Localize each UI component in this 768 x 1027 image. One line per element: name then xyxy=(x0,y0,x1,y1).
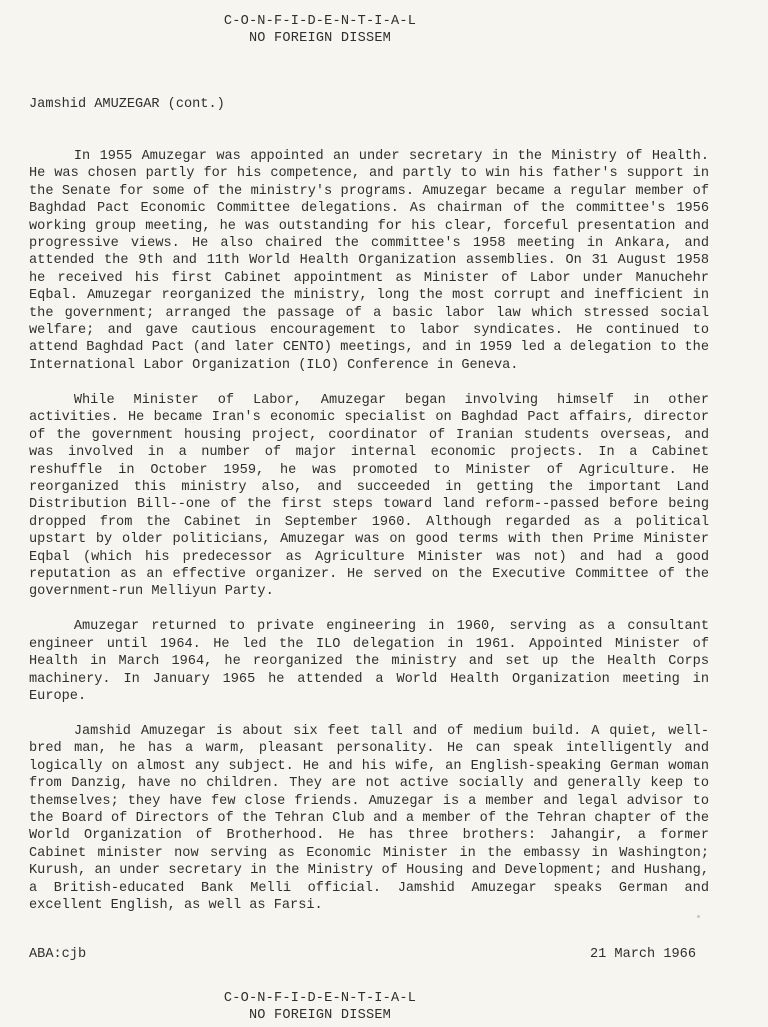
paragraph-4: Jamshid Amuzegar is about six feet tall and of medium build. A quiet, well-bred man, he has a warm, pleasant personality. He can speak intelligently and logically on almost any subject. He and his wife, an English-speaking German woman from Danzig, have no children. They are not active socially and generally keep to themselves; they have few close friends. Amuzegar is a member and legal advisor to the Board of Directors of the Tehran Club and a member of the Tehran chapter of the World Organization of Brotherhood. He has three brothers: Jahangir, a former Cabinet minister now serving as Economic Minister in the embassy in Washington; Kurush, an under secretary in the Ministry of Housing and Development; and Hushang, a British-educated Bank Melli official. Jamshid Amuzegar speaks German and excellent English, as well as Farsi. xyxy=(29,723,709,914)
classification-marking: C-O-N-F-I-D-E-N-T-I-A-L xyxy=(223,14,417,29)
paragraph-3: Amuzegar returned to private engineering in 1960, serving as a consultant engineer until 1964. He led the ILO delegation in 1961. Appointed Minister of Health in March 1964, he reorganized the ministry and set up the Health Corps machinery. In January 1965 he attended a World Health Organization meeting in Europe. xyxy=(29,619,709,704)
document-date: 21 March 1966 xyxy=(589,947,696,962)
paragraph-2: While Minister of Labor, Amuzegar began involving himself in other activities. He became Iran's economic specialist on Baghdad Pact affairs, director of the government housing project, coordinator of Iranian students overseas, and was involved in a number of major internal economic projects. In a Cabinet reshuffle in October 1959, he was promoted to Minister of Agriculture. He reorganized this ministry also, and succeeded in getting the important Land Distribution Bill--one of the first steps toward land reform--passed before being dropped from the Cabinet in September 1960. Although regarded as a political upstart by older politicians, Amuzegar was on good terms with then Prime Minister Eqbal (which his predecessor as Agriculture Minister was not) and had a good reputation as an effective organizer. He served on the Executive Committee of the government-run Melliyun Party. xyxy=(29,392,709,600)
subject-heading: Jamshid AMUZEGAR (cont.) xyxy=(29,97,225,112)
dissemination-marking: NO FOREIGN DISSEM xyxy=(248,31,392,46)
paragraph-1: In 1955 Amuzegar was appointed an under secretary in the Ministry of Health. He was chosen partly for his competence, and partly to win his father's support in the Senate for some of the ministry's programs. Amuzegar became a regular member of Baghdad Pact Economic Committee delegations. As chairman of the committee's 1956 working group meeting, he was outstanding for his clear, forceful presentation and progressive views. He also chaired the committee's 1958 meeting in Ankara, and attended the 9th and 11th World Health Organization assemblies. On 31 August 1958 he received his first Cabinet appointment as Minister of Labor under Manuchehr Eqbal. Amuzegar reorganized the ministry, long the most corrupt and inefficient in the government; arranged the passage of a basic labor law which stressed social welfare; and gave cautious encouragement to labor syndicates. He continued to attend Baghdad Pact (and later CENTO) meetings, and in 1959 led a delegation to the International Labor Organization (ILO) Conference in Geneva. xyxy=(29,149,709,373)
author-initials: ABA:cjb xyxy=(29,947,87,962)
classification-header xyxy=(0,13,640,47)
document-body xyxy=(29,148,709,932)
paper-speck xyxy=(697,915,700,918)
dissemination-marking-bottom: NO FOREIGN DISSEM xyxy=(248,1008,392,1023)
classification-marking-bottom: C-O-N-F-I-D-E-N-T-I-A-L xyxy=(223,991,417,1006)
classification-footer xyxy=(0,990,640,1024)
